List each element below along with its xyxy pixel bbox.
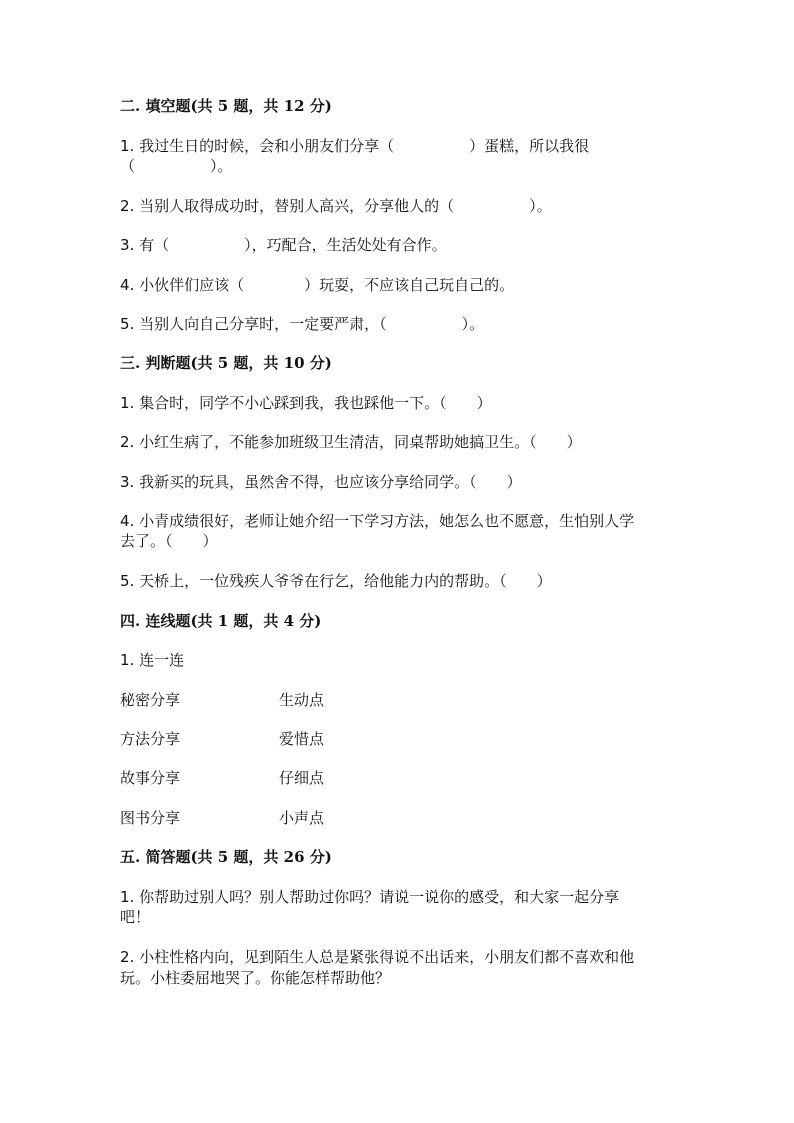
matching-left-item: 秘密分享 (120, 691, 181, 709)
matching-q1: 1. 连一连 (120, 651, 185, 669)
judge-q4-line2: 去了。（ ） (120, 532, 218, 550)
section-heading-judge: 三. 判断题(共 5 题，共 10 分) (120, 354, 332, 372)
matching-left-item: 方法分享 (120, 730, 181, 748)
short-answer-q2-line1: 2. 小柱性格内向，见到陌生人总是紧张得说不出话来，小朋友们都不喜欢和他 (120, 948, 635, 966)
fill-blank-q4: 4. 小伙伴们应该（ ）玩耍，不应该自己玩自己的。 (120, 276, 515, 294)
judge-q4-line1: 4. 小青成绩很好，老师让她介绍一下学习方法，她怎么也不愿意，生怕别人学 (120, 512, 635, 530)
fill-blank-q2: 2. 当别人取得成功时，替别人高兴，分享他人的（ ）。 (120, 197, 552, 215)
matching-right-item: 仔细点 (279, 769, 325, 787)
matching-right-item: 小声点 (279, 809, 325, 827)
fill-blank-q5: 5. 当别人向自己分享时，一定要严肃，（ ）。 (120, 315, 485, 333)
short-answer-q2-line2: 玩。小柱委屈地哭了。你能怎样帮助他？ (120, 969, 391, 987)
short-answer-q1-line2: 吧！ (120, 908, 151, 926)
matching-right-item: 爱惜点 (279, 730, 325, 748)
fill-blank-q3: 3. 有（ ），巧配合，生活处处有合作。 (120, 236, 447, 254)
judge-q5: 5. 天桥上，一位残疾人爷爷在行乞，给他能力内的帮助。（ ） (120, 572, 552, 590)
judge-q1: 1. 集合时，同学不小心踩到我，我也踩他一下。（ ） (120, 394, 492, 412)
matching-left-item: 故事分享 (120, 769, 181, 787)
short-answer-q1-line1: 1. 你帮助过别人吗？别人帮助过你吗？请说一说你的感受，和大家一起分享 (120, 888, 620, 906)
section-heading-fill-blank: 二. 填空题(共 5 题，共 12 分) (120, 97, 332, 115)
matching-left-item: 图书分享 (120, 809, 181, 827)
section-heading-short-answer: 五. 简答题(共 5 题，共 26 分) (120, 848, 332, 866)
judge-q3: 3. 我新买的玩具，虽然舍不得，也应该分享给同学。（ ） (120, 473, 522, 491)
section-heading-matching: 四. 连线题(共 1 题，共 4 分) (120, 612, 322, 630)
judge-q2: 2. 小红生病了，不能参加班级卫生清洁，同桌帮助她搞卫生。（ ） (120, 433, 582, 451)
fill-blank-q1-line2: （ ）。 (120, 157, 233, 175)
fill-blank-q1-line1: 1. 我过生日的时候，会和小朋友们分享（ ）蛋糕，所以我很 (120, 137, 590, 155)
matching-right-item: 生动点 (279, 691, 325, 709)
